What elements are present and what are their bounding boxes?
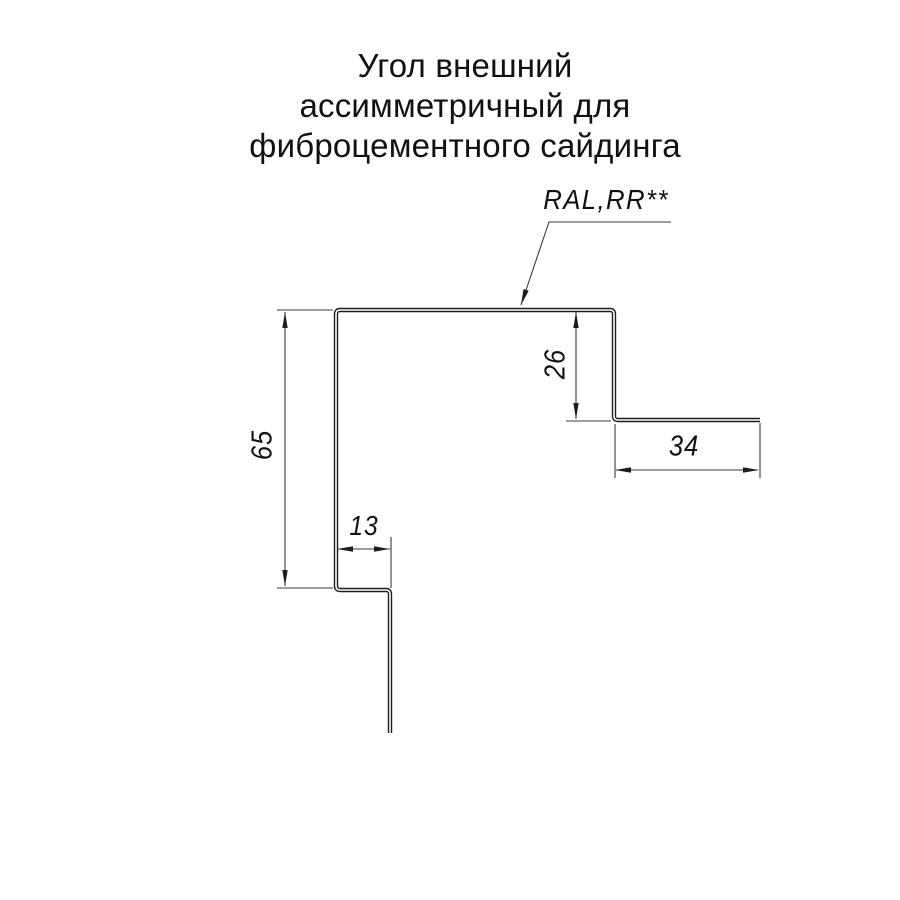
coating-leader [521,222,671,305]
leader-arrow-icon [521,289,529,305]
dimension-65 [277,310,333,588]
dim-label-26: 26 [539,348,572,380]
arrow-left-icon [615,467,631,472]
arrow-down-icon [573,403,578,419]
arrow-left-icon [337,546,353,551]
title-line-2: ассимметричный для [299,87,631,124]
dimension-26 [566,312,611,421]
arrow-right-icon [743,467,759,472]
dim-label-13: 13 [349,510,379,541]
arrow-up-icon [573,312,578,328]
dim-label-34: 34 [668,430,700,463]
arrow-down-icon [282,570,287,586]
dim-label-65: 65 [246,429,279,461]
dimension-13 [337,537,391,588]
title-line-3: фиброцементного сайдинга [249,127,681,164]
title-line-1: Угол внешний [357,47,573,84]
arrow-up-icon [282,312,287,328]
arrow-right-icon [374,546,390,551]
coating-label: RAL,RR** [543,184,669,215]
